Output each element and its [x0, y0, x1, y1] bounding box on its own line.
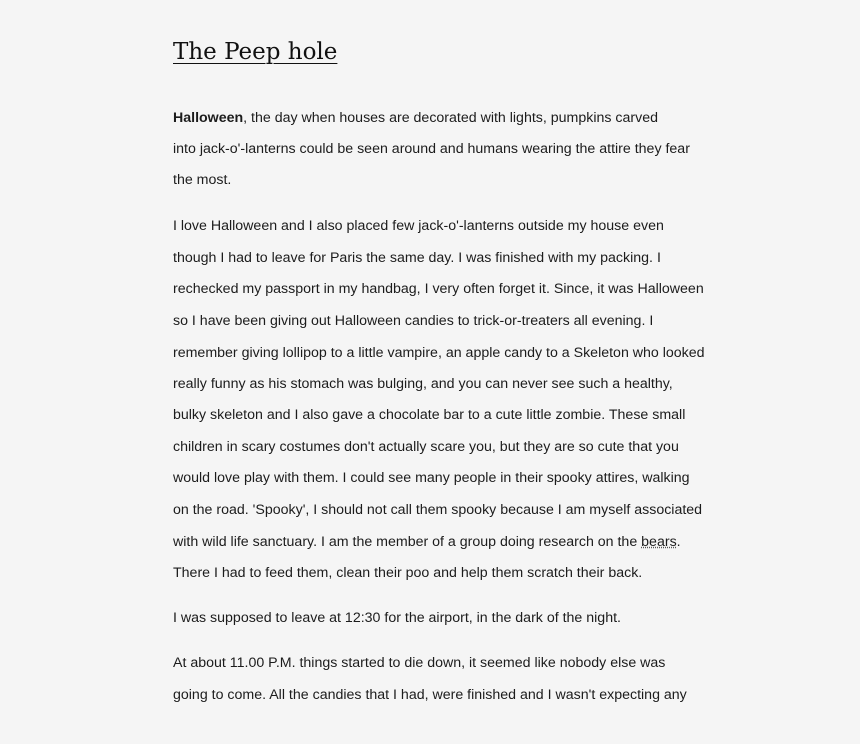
line-text: , the day when houses are decorated with lights, pumpkins carved: [243, 110, 658, 126]
paragraph-2-line-5: remember giving lollipop to a little vampire, an apple candy to a Skeleton who looked: [173, 345, 705, 361]
paragraph-2-line-11: [173, 532, 681, 552]
paragraph-2-line-2: though I had to leave for Paris the same day. I was finished with my packing. I: [173, 250, 661, 266]
paragraph-2-line-4: so I have been giving out Halloween candies to trick-or-treaters all evening. I: [173, 313, 654, 329]
paragraph-3-line-1: I was supposed to leave at 12:30 for the airport, in the dark of the night.: [173, 610, 621, 626]
paragraph-4-line-2: going to come. All the candies that I had, were finished and I wasn't expecting any: [173, 687, 687, 703]
line-text: .: [676, 534, 681, 550]
line-text: with wild life sanctuary. I am the member of a group doing research on the: [173, 534, 642, 550]
paragraph-2-line-10: on the road. 'Spooky', I should not call them spooky because I am myself associated: [173, 502, 703, 518]
paragraph-2-line-8: children in scary costumes don't actually scare you, but they are so cute that you: [173, 439, 679, 455]
paragraph-4-line-1: At about 11.00 P.M. things started to die down, it seemed like nobody else was: [173, 655, 666, 671]
paragraph-2-line-9: would love play with them. I could see many people in their spooky attires, walking: [173, 470, 690, 486]
paragraph-2-line-7: bulky skeleton and I also gave a chocolate bar to a cute little zombie. These small: [173, 407, 686, 423]
paragraph-1-line-3: the most.: [173, 172, 232, 188]
paragraph-1-line-2: into jack-o'-lanterns could be seen around and humans wearing the attire they fear: [173, 141, 690, 157]
spellcheck-marked-word: bears: [641, 534, 677, 550]
paragraph-2-line-12: There I had to feed them, clean their poo and help them scratch their back.: [173, 565, 643, 581]
bold-word: Halloween: [173, 110, 244, 126]
paragraph-1-line-1: [173, 108, 658, 128]
paragraph-2-line-3: rechecked my passport in my handbag, I very often forget it. Since, it was Halloween: [173, 281, 704, 297]
paragraph-2-line-6: really funny as his stomach was bulging, and you can never see such a healthy,: [173, 376, 673, 392]
document-title: The Peep hole: [173, 39, 338, 65]
paragraph-2-line-1: I love Halloween and I also placed few jack-o'-lanterns outside my house even: [173, 218, 664, 234]
